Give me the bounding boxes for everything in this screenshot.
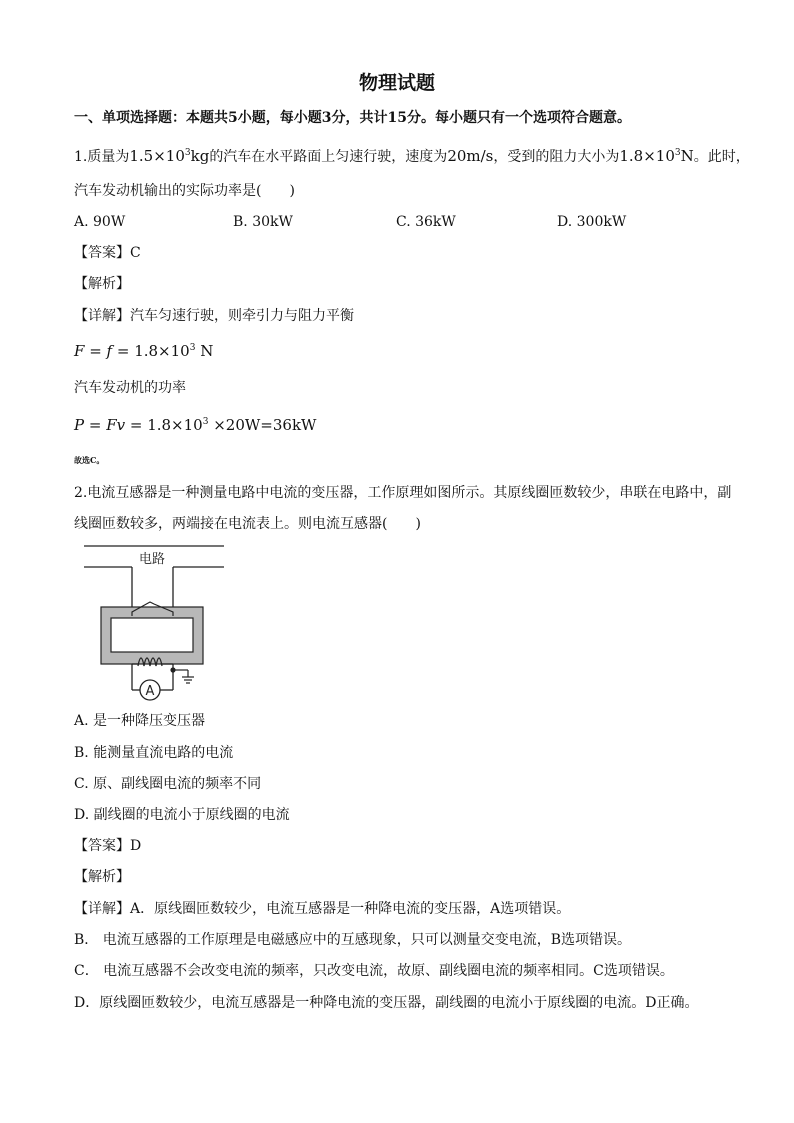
ammeter-label: A xyxy=(145,684,155,699)
q1-speed: 20m/s xyxy=(447,147,494,165)
q1-conclusion: 故选C。 xyxy=(74,455,105,465)
transformer-svg xyxy=(74,540,234,705)
q1-analysis: 【解析】 xyxy=(74,276,130,292)
eq-unit: ×20W=36kW xyxy=(208,416,317,434)
q1-text: ，受到的阻力大小为 xyxy=(493,149,620,165)
q1-answer: 【答案】C xyxy=(74,245,141,261)
current-transformer-diagram xyxy=(74,540,234,709)
q1-option-c: C. 36kW xyxy=(396,214,456,230)
eq-symbol: F xyxy=(74,342,85,360)
q1-force-exp: 3 xyxy=(674,148,681,158)
eq-value: = 1.8×10 xyxy=(112,342,190,360)
q2-stem-line1: 2.电流互感器是一种测量电路中电流的变压器，工作原理如图所示。其原线圈匝数较少，串联在电路中，副 xyxy=(74,485,732,501)
q2-answer: 【答案】D xyxy=(74,838,142,854)
q2-option-b: B. 能测量直流电路的电流 xyxy=(74,745,234,761)
q1-option-b: B. 30kW xyxy=(233,214,293,230)
q1-option-d: D. 300kW xyxy=(557,214,627,230)
eq-exp: 3 xyxy=(189,343,196,353)
q1-equation-2 xyxy=(74,415,316,435)
eq-op: = xyxy=(84,342,107,360)
section-heading: 一、单项选择题：本题共5小题，每小题3分，共计15分。每小题只有一个选项符合题意。 xyxy=(74,110,631,126)
q1-text: 。此时， xyxy=(693,149,750,165)
q2-detail-b: B． 电流互感器的工作原理是电磁感应中的互感现象，只可以测量交变电流，B选项错误。 xyxy=(74,932,632,948)
core-window xyxy=(111,618,193,652)
q1-mass xyxy=(129,147,209,165)
q1-option-a: A. 90W xyxy=(74,214,126,230)
q2-detail-d: D．原线圈匝数较少，电流互感器是一种降电流的变压器，副线圈的电流小于原线圈的电流。D正确。 xyxy=(74,995,699,1011)
q1-mass-exp: 3 xyxy=(184,148,191,158)
q1-equation-1 xyxy=(74,341,213,361)
q1-detail: 【详解】汽车匀速行驶，则牵引力与阻力平衡 xyxy=(74,308,354,324)
q1-text: 的汽车在水平路面上匀速行驶，速度为 xyxy=(209,149,448,165)
eq-unit: N xyxy=(195,342,214,360)
q1-stem-line1 xyxy=(74,146,750,167)
q2-analysis: 【解析】 xyxy=(74,869,130,885)
q1-stem-line2: 汽车发动机输出的实际功率是( ) xyxy=(74,183,295,199)
eq-symbol: f xyxy=(106,342,113,360)
q1-force-coef: 1.8×10 xyxy=(619,147,675,165)
q2-option-d: D. 副线圈的电流小于原线圈的电流 xyxy=(74,807,290,823)
eq-symbol: P xyxy=(74,416,85,434)
q2-option-a: A. 是一种降压变压器 xyxy=(74,713,206,729)
q1-text: 1.质量为 xyxy=(74,149,130,165)
circuit-label: 电路 xyxy=(138,552,166,567)
q2-stem-line2: 线圈匝数较多，两端接在电流表上。则电流互感器( ) xyxy=(74,516,421,532)
eq-exp: 3 xyxy=(202,417,209,427)
q2-detail-c: C． 电流互感器不会改变电流的频率，只改变电流，故原、副线圈电流的频率相同。C选项错误。 xyxy=(74,963,674,979)
q1-mass-coef: 1.5×10 xyxy=(129,147,185,165)
eq-op: = xyxy=(84,416,107,434)
q2-option-c: C. 原、副线圈电流的频率不同 xyxy=(74,776,262,792)
page-title: 物理试题 xyxy=(358,72,435,94)
q1-mass-unit: kg xyxy=(190,147,210,165)
q1-force xyxy=(619,147,693,165)
q1-force-unit: N xyxy=(680,147,694,165)
eq-value: = 1.8×10 xyxy=(125,416,203,434)
q2-detail-a: 【详解】A．原线圈匝数较少，电流互感器是一种降电流的变压器，A选项错误。 xyxy=(74,901,571,917)
q1-power-text: 汽车发动机的功率 xyxy=(74,380,186,396)
eq-symbol: Fv xyxy=(106,416,126,434)
